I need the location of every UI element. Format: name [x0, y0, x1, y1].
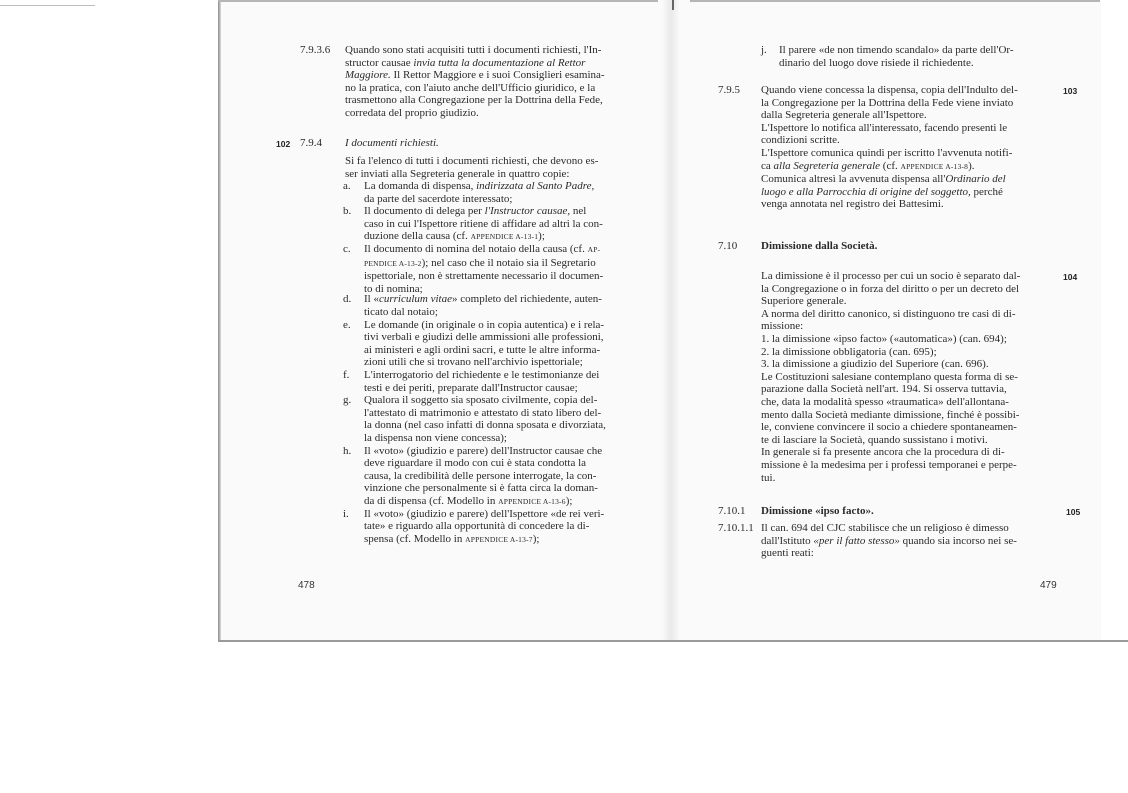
text-run: missione è la medesima per i professi temporanei e perpe-: [761, 458, 1017, 471]
text-line: [761, 358, 1061, 371]
text-run: deve riguardare il modo con cui è stata condotta la: [364, 457, 587, 470]
text-run: venga annotata nel registro dei Battesimi.: [761, 198, 944, 211]
text-line: [364, 319, 604, 332]
text-run: te di lasciare la Società, quando sussistano i motivi.: [761, 433, 988, 446]
text-run: le, conviene convincere il socio a chiedere spontaneamen-: [761, 421, 1017, 434]
text-line: [761, 346, 1061, 359]
text-run: Si fa l'elenco di tutti i documenti richiesti, che devono es-: [345, 155, 599, 167]
text-run: l'attestato di matrimonio e attestato di stato libero del-: [364, 406, 602, 419]
text-line: [761, 522, 1061, 535]
appendix-reference: AP-: [587, 245, 601, 254]
text-line: [364, 180, 594, 193]
text-line: [364, 520, 604, 533]
text-line: [761, 459, 1061, 472]
list-item-text: [364, 205, 603, 244]
text-line: [761, 160, 1061, 174]
text-run: ticato dal notaio;: [364, 305, 438, 318]
text-run: );: [565, 494, 573, 507]
text-line: [364, 193, 594, 206]
text-run: la Congregazione o in forza del diritto o per un decreto del: [761, 282, 1020, 295]
scan-left-edge: [218, 0, 221, 640]
text-run: ser inviati alla Segreteria generale in quattro copie:: [345, 167, 570, 180]
text-run: ); nel caso che il notaio sia il Segretario: [421, 256, 596, 269]
text-run: Qualora il soggetto sia sposato civilmente, copia del-: [364, 394, 598, 407]
text-run: duzione della causa (cf.: [364, 230, 471, 243]
list-item-text: [364, 293, 602, 318]
text-run: (cf.: [880, 159, 901, 172]
text-run: A norma del diritto canonico, si distinguono tre casi di di-: [761, 307, 1016, 320]
text-line: [761, 122, 1061, 135]
list-item-label: h.: [343, 444, 352, 457]
text-run: Quando viene concessa la dispensa, copia dell'Indulto del-: [761, 84, 1018, 96]
scan-top-edge: [218, 0, 658, 2]
section-title: I documenti richiesti.: [345, 137, 439, 149]
text-run: che, data la modalità spesso «traumatica» dell'allontana-: [761, 395, 1009, 408]
list-item-label: g.: [343, 394, 352, 407]
text-run: nel: [570, 205, 587, 218]
appendix-reference: APPENDICE A-13-7: [465, 534, 533, 544]
text-run: caso in cui l'Ispettore ritiene di affidare ad altri la con-: [364, 217, 603, 230]
text-line: [364, 495, 602, 509]
text-run: tivi verbali e giudizi delle ammissioni alle professioni,: [364, 331, 604, 344]
appendix-reference: APPENDICE A-13-6: [498, 496, 566, 506]
text-line: [345, 94, 650, 107]
text-run: Il «voto» (giudizio e parere) dell'Ispettore «de rei veri-: [364, 507, 605, 520]
text-run: 1. la dimissione «ipso facto» («automatica») (can. 694);: [761, 332, 1007, 345]
text-line: [761, 333, 1061, 346]
text-run: dinario del luogo dove risiede il richiedente.: [779, 56, 974, 69]
appendix-reference: APPENDICE A-13-8: [900, 161, 969, 171]
text-line: [364, 344, 604, 357]
text-run: 3. la dimissione a giudizio del Superiore (can. 696).: [761, 358, 989, 371]
text-line: [761, 270, 1061, 283]
fold-mark: [672, 0, 674, 10]
text-line: [761, 535, 1061, 548]
text-line: [761, 97, 1061, 110]
paragraph-7-10: [761, 270, 1061, 484]
text-run: quando sia incorso nei se-: [899, 534, 1017, 547]
margin-number: 105: [1066, 507, 1081, 517]
text-run: corredata del proprio giudizio.: [345, 106, 479, 119]
text-run: Il «: [364, 293, 379, 306]
text-line: [364, 205, 603, 218]
italic-text: invia tutta la documentazione al Rettor: [413, 56, 586, 69]
text-line: [345, 82, 650, 95]
text-run: ispettoriale, non è strettamente necessario il documen-: [364, 270, 604, 283]
text-line: [761, 173, 1061, 186]
text-run: to di nomina;: [364, 282, 423, 295]
text-line: [364, 218, 603, 231]
text-line: [761, 383, 1061, 396]
section-title: Dimissione dalla Società.: [761, 240, 878, 252]
text-run: da parte del sacerdote interessato;: [364, 192, 513, 205]
text-run: dall'Istituto: [761, 534, 814, 547]
text-run: condizioni scritte.: [761, 134, 840, 147]
text-line: [364, 382, 599, 395]
text-run: Il «voto» (giudizio e parere) dell'Instructor causae che: [364, 444, 603, 457]
text-line: [761, 198, 1061, 211]
text-run: Superiore generale.: [761, 295, 847, 308]
text-run: ai ministeri e agli ordini sacri, e tutte le altre informa-: [364, 343, 601, 356]
list-item-label: b.: [343, 205, 352, 218]
list-item-text: [364, 319, 604, 369]
page-number: 478: [298, 580, 315, 591]
italic-text: Maggiore.: [345, 69, 391, 82]
text-run: no la pratica, con l'aiuto anche dell'Ufficio giuridico, e la: [345, 81, 596, 94]
paragraph-7-9-3-6: [345, 44, 650, 120]
text-run: la donna (nel caso infatti di donna sposata e divorziata,: [364, 419, 606, 432]
text-run: testi e dei periti, preparate dall'Instructor causae;: [364, 381, 578, 394]
section-number: 7.9.3.6: [300, 44, 331, 56]
text-line: [364, 407, 606, 420]
text-run: );: [532, 532, 540, 545]
italic-text: indirizzata al Santo Padre,: [476, 180, 595, 192]
text-line: [364, 457, 602, 470]
book-gutter: [662, 0, 680, 640]
text-line: [761, 396, 1061, 409]
text-line: [761, 308, 1061, 321]
text-line: [761, 446, 1061, 459]
text-run: causa, la credibilità delle persone interrogate, la con-: [364, 469, 597, 482]
margin-number: 102: [276, 139, 291, 149]
section-number: 7.10: [718, 240, 738, 252]
text-line: [761, 409, 1061, 422]
text-line: [364, 293, 602, 306]
text-line: [364, 270, 603, 283]
list-item-text: [364, 369, 599, 394]
text-run: Comunica altresì la avvenuta dispensa all': [761, 173, 946, 186]
text-run: la dispensa non viene concessa);: [364, 431, 507, 444]
text-run: Il Rettor Maggiore e i suoi Consiglieri esamina-: [390, 69, 605, 82]
text-run: mento dalla Società mediante dimissione, finché è possibi-: [761, 408, 1020, 421]
text-run: Il can. 694 del CJC stabilisce che un religioso è dimesso: [761, 522, 1009, 534]
paragraph-intro: [345, 155, 650, 180]
text-line: [364, 470, 602, 483]
text-line: [761, 147, 1061, 160]
text-run: La dimissione è il processo per cui un socio è separato dal-: [761, 270, 1021, 282]
text-run: spensa (cf. Modello in: [364, 532, 466, 545]
text-line: [761, 434, 1061, 447]
text-run: Il documento di delega per: [364, 205, 485, 218]
italic-text: Ordinario del: [945, 173, 1006, 186]
text-line: [364, 257, 603, 271]
section-number: 7.10.1: [718, 505, 746, 517]
paragraph-7-10-1-1: [761, 522, 1061, 560]
list-item-text: [364, 508, 604, 547]
section-number: 7.9.4: [300, 137, 322, 149]
text-run: vinzione che personalmente si è fatta circa la doman-: [364, 482, 598, 495]
text-run: dalla Segreteria generale all'Ispettore.: [761, 109, 927, 122]
text-line: [364, 445, 602, 458]
text-line: [761, 547, 1061, 560]
text-line: [364, 369, 599, 382]
text-run: tui.: [761, 471, 776, 484]
text-line: [345, 57, 650, 70]
list-item-label: j.: [761, 44, 767, 56]
text-line: [345, 168, 650, 181]
italic-text: curriculum vitae: [378, 293, 452, 306]
appendix-reference: PENDICE A-13-2: [364, 258, 422, 268]
text-line: [761, 320, 1061, 333]
list-item-label: c.: [343, 243, 351, 255]
text-run: Il parere «de non timendo scandalo» da parte dell'Or-: [779, 44, 1014, 56]
text-run: la Congregazione per la Dottrina della Fede viene inviato: [761, 96, 1014, 109]
text-line: [761, 84, 1061, 97]
text-run: zioni utili che si trovano nell'archivio ispettoriale;: [364, 356, 583, 369]
text-line: [364, 533, 604, 547]
scan-bottom-edge: [218, 640, 1128, 642]
list-item-label: f.: [343, 369, 350, 381]
list-item-label: e.: [343, 318, 351, 331]
text-line: [345, 107, 650, 120]
list-item-text: [364, 394, 606, 444]
section-number: 7.9.5: [718, 84, 740, 96]
italic-text: l'Instructor causae,: [484, 205, 571, 218]
text-run: Le Costituzioni salesiane contemplano questa forma di se-: [761, 370, 1018, 383]
text-run: trasmettono alla Congregazione per la Dottrina della Fede,: [345, 94, 603, 107]
list-item-label: d.: [343, 293, 352, 306]
list-item-label: i.: [343, 507, 349, 520]
text-line: [761, 371, 1061, 384]
list-item-text: [364, 243, 603, 295]
italic-text: alla Segreteria generale: [773, 159, 881, 172]
text-line: [345, 44, 650, 57]
text-line: [779, 44, 1014, 57]
text-run: Le domande (in originale o in copia autentica) e i rela-: [364, 318, 605, 331]
text-run: L'interrogatorio del richiedente e le testimonianze dei: [364, 369, 600, 381]
text-run: La domanda di dispensa,: [364, 180, 477, 192]
italic-text: luogo e alla Parrocchia di origine del soggetto,: [761, 185, 971, 198]
text-line: [364, 306, 602, 319]
text-run: da di dispensa (cf. Modello in: [364, 494, 499, 507]
text-line: [761, 186, 1061, 199]
text-line: [364, 356, 604, 369]
scan-top-edge: [690, 0, 1100, 2]
list-item-text: [364, 445, 602, 509]
text-line: [761, 421, 1061, 434]
text-run: ).: [968, 159, 975, 172]
text-run: Quando sono stati acquisiti tutti i documenti richiesti, l'In-: [345, 44, 602, 56]
text-run: guenti reati:: [761, 547, 814, 560]
text-line: [779, 57, 1014, 70]
text-run: In generale si fa presente ancora che la procedura di di-: [761, 446, 1005, 459]
text-run: » completo del richiedente, auten-: [452, 293, 602, 306]
text-line: [364, 331, 604, 344]
text-line: [364, 482, 602, 495]
page-number: 479: [1040, 580, 1057, 591]
text-line: [761, 109, 1061, 122]
text-line: [761, 283, 1061, 296]
text-line: [345, 69, 650, 82]
list-item-text: [779, 44, 1014, 69]
text-run: tate» e riguardo alla opportunità di concedere la di-: [364, 520, 590, 533]
section-title: Dimissione «ipso facto».: [761, 505, 874, 517]
text-line: [364, 432, 606, 445]
text-line: [364, 508, 604, 521]
scan-edge-line: [0, 5, 95, 6]
italic-text: «per il fatto stesso»: [813, 534, 900, 547]
text-run: parazione dalla Società nell'art. 194. Si osserva tuttavia,: [761, 383, 1007, 396]
margin-number: 103: [1063, 86, 1078, 96]
text-run: 2. la dimissione obbligatoria (can. 695);: [761, 345, 937, 358]
text-line: [364, 243, 603, 257]
text-line: [345, 155, 650, 168]
text-run: L'Ispettore lo notifica all'interessato, facendo presenti le: [761, 121, 1008, 134]
text-run: L'Ispettore comunica quindi per iscritto l'avvenuta notifi-: [761, 146, 1013, 159]
text-run: structor causae: [345, 56, 414, 69]
text-run: Il documento di nomina del notaio della causa (cf.: [364, 243, 588, 255]
text-line: [364, 230, 603, 244]
margin-number: 104: [1063, 272, 1078, 282]
appendix-reference: APPENDICE A-13-1: [470, 232, 539, 242]
text-line: [761, 472, 1061, 485]
text-run: missione:: [761, 320, 804, 333]
text-line: [761, 134, 1061, 147]
section-number: 7.10.1.1: [718, 522, 754, 534]
text-run: ca: [761, 159, 774, 172]
list-item-label: a.: [343, 180, 351, 192]
text-line: [364, 419, 606, 432]
text-line: [364, 394, 606, 407]
text-line: [761, 295, 1061, 308]
text-run: );: [538, 230, 545, 243]
paragraph-7-9-5: [761, 84, 1061, 211]
list-item-text: [364, 180, 594, 205]
text-run: perché: [970, 185, 1003, 198]
